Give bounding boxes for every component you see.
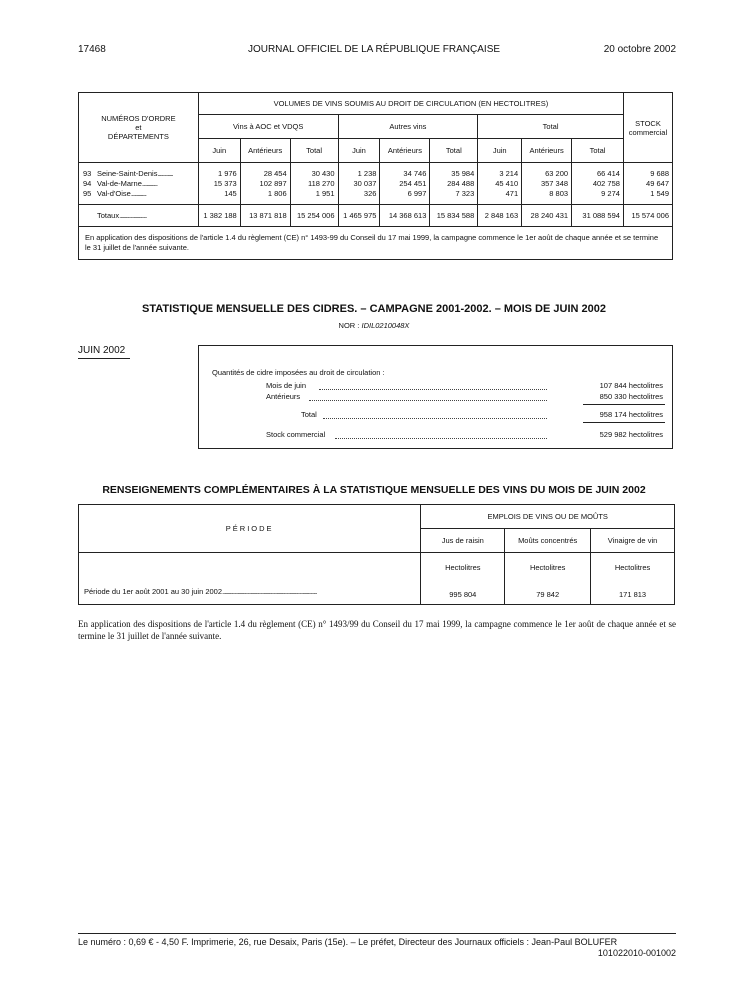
mois-label: Mois de juin xyxy=(266,381,307,390)
mois-value: 107 844 hectolitres xyxy=(599,381,663,390)
cell-value: 34 746 xyxy=(403,168,427,178)
stock-label: Stock commercial xyxy=(266,430,326,439)
cidres-title: STATISTIQUE MENSUELLE DES CIDRES. – CAMPAGNE 2001-2002. – MOIS DE JUIN 2002 xyxy=(142,303,606,315)
dept-row xyxy=(83,179,198,189)
emplois-header: EMPLOIS DE VINS OU DE MOÛTS xyxy=(421,505,675,529)
total-value: 28 240 431 xyxy=(522,205,572,227)
footer-line-1: Le numéro : 0,69 € - 4,50 F. Imprimerie, 26, rue Desaix, Paris (15e). – Le préfet, Directeur des Journaux officiels : Jean-Paul BOLUFER xyxy=(78,937,618,947)
dept-number: 93 xyxy=(83,168,92,178)
footer-line-2: 101022010-001002 xyxy=(597,948,676,958)
wine-volumes-table xyxy=(78,92,673,260)
total-value: 1 465 975 xyxy=(338,205,380,227)
cell-value: 66 414 xyxy=(597,168,620,178)
leader-dots xyxy=(309,400,547,401)
total-value: 13 871 818 xyxy=(240,205,290,227)
dept-name: Val-d'Oise xyxy=(97,188,131,198)
sum-rule xyxy=(583,422,665,423)
emplois-column-header: Vinaigre de vin xyxy=(591,529,675,553)
value-column xyxy=(198,163,240,205)
nor-reference: NOR : IDIL0210048X xyxy=(338,321,410,330)
total-value: 15 574 006 xyxy=(623,205,672,227)
group-header: Total xyxy=(478,115,624,139)
cell-value: 63 200 xyxy=(545,168,569,178)
cell-value: 3 214 xyxy=(499,168,519,178)
cell-value: 35 984 xyxy=(451,168,475,178)
emplois-value-cell xyxy=(421,553,505,605)
subcolumn-header: Antérieurs xyxy=(522,139,572,163)
cell-value: 6 997 xyxy=(407,188,427,198)
footer xyxy=(78,937,676,959)
dept-name: Seine-Saint-Denis xyxy=(97,168,158,178)
emplois-value-cell xyxy=(505,553,591,605)
emplois-column-header: Jus de raisin xyxy=(421,529,505,553)
sum-rule xyxy=(583,404,665,405)
cell-value: 102 897 xyxy=(259,178,287,188)
cell-value: 1 976 xyxy=(217,168,237,178)
unit-label: Hectolitres xyxy=(614,563,651,572)
table-note: En application des dispositions de l'article 1.4 du règlement (CE) n° 1493-99 du Conseil du 17 mai 1999, la campagne commence le 1er août de chaque année et se termine le 31 juillet de l'année suivante. xyxy=(79,227,673,260)
leader-dots: .............. xyxy=(157,168,173,178)
stock-value: 529 982 hectolitres xyxy=(599,430,663,439)
dept-row xyxy=(83,189,198,199)
total-value: 31 088 594 xyxy=(572,205,624,227)
cell-value: 357 348 xyxy=(540,178,569,188)
cell-value: 402 758 xyxy=(592,178,620,188)
cell-value: 1 238 xyxy=(357,168,377,178)
cell-value: 49 647 xyxy=(646,178,669,188)
value-column xyxy=(430,163,478,205)
subcolumn-header: Juin xyxy=(198,139,240,163)
dept-name: Val-de-Marne xyxy=(97,178,142,188)
subcolumn-header: Total xyxy=(290,139,338,163)
total-value: 15 254 006 xyxy=(290,205,338,227)
value-column xyxy=(338,163,380,205)
total-value: 958 174 hectolitres xyxy=(599,410,663,419)
dept-number: 94 xyxy=(83,178,92,188)
value-column xyxy=(623,163,672,205)
cell-value: 471 xyxy=(505,188,519,198)
cell-value: 1 951 xyxy=(315,188,335,198)
subcolumn-header: Total xyxy=(572,139,624,163)
cell-value: 28 454 xyxy=(263,168,287,178)
emplois-value: 171 813 xyxy=(618,590,647,599)
value-column xyxy=(290,163,338,205)
issue-date: 20 octobre 2002 xyxy=(603,44,676,55)
anterieurs-value: 850 330 hectolitres xyxy=(599,392,663,401)
value-column xyxy=(240,163,290,205)
volumes-group-header: VOLUMES DE VINS SOUMIS AU DROIT DE CIRCULATION (EN HECTOLITRES) xyxy=(198,93,623,115)
page-number: 17468 xyxy=(78,44,106,55)
renseignements-table xyxy=(78,504,675,605)
value-column xyxy=(522,163,572,205)
value-column xyxy=(572,163,624,205)
cell-value: 9 688 xyxy=(650,168,669,178)
leader-dots: ......................... xyxy=(119,210,147,220)
footer-rule xyxy=(78,933,676,934)
dept-list xyxy=(79,163,199,205)
dept-number: 95 xyxy=(83,188,92,198)
dept-column-header: NUMÉROS D'ORDRE et DÉPARTEMENTS xyxy=(79,93,199,163)
month-label: JUIN 2002 xyxy=(78,345,130,359)
cell-value: 45 410 xyxy=(495,178,519,188)
leader-dots xyxy=(323,418,547,419)
cell-value: 284 488 xyxy=(447,178,475,188)
leader-dots xyxy=(335,438,547,439)
emplois-value: 995 804 xyxy=(449,590,477,599)
renseignements-title: RENSEIGNEMENTS COMPLÉMENTAIRES À LA STATISTIQUE MENSUELLE DES VINS DU MOIS DE JUIN 2002 xyxy=(102,484,646,496)
unit-label: Hectolitres xyxy=(445,563,481,572)
total-value: 1 382 188 xyxy=(198,205,240,227)
subcolumn-header: Total xyxy=(430,139,478,163)
group-header: Autres vins xyxy=(338,115,478,139)
journal-title: JOURNAL OFFICIEL DE LA RÉPUBLIQUE FRANÇAISE xyxy=(247,44,501,55)
cell-value: 1 549 xyxy=(650,188,669,198)
cell-value: 15 373 xyxy=(213,178,237,188)
cidres-intro: Quantités de cidre imposées au droit de circulation : xyxy=(212,368,385,377)
emplois-value: 79 842 xyxy=(536,590,560,599)
subcolumn-header: Antérieurs xyxy=(240,139,290,163)
dept-row xyxy=(83,169,198,179)
subcolumn-header: Antérieurs xyxy=(380,139,430,163)
cell-value: 1 806 xyxy=(267,188,287,198)
period-row-label: Période du 1er août 2001 au 30 juin 2002....................................................................................... xyxy=(79,553,421,605)
campaign-note: En application des dispositions de l'article 1.4 du règlement (CE) n° 1493/99 du Conseil du 17 mai 1999, la campagne commence le 1er août de chaque année et se termine le 31 juillet de l'année suivante. xyxy=(78,619,676,641)
total-value: 15 834 588 xyxy=(430,205,478,227)
total-label: Total xyxy=(301,410,317,419)
stock-column-header: STOCK commercial xyxy=(623,93,672,163)
leader-dots: .............. xyxy=(130,188,146,198)
cell-value: 30 037 xyxy=(353,178,377,188)
total-value: 14 368 613 xyxy=(380,205,430,227)
subcolumn-header: Juin xyxy=(338,139,380,163)
leader-dots xyxy=(319,389,547,390)
value-column xyxy=(478,163,522,205)
anterieurs-label: Antérieurs xyxy=(266,392,301,401)
emplois-column-header: Moûts concentrés xyxy=(505,529,591,553)
cell-value: 118 270 xyxy=(307,178,335,188)
cell-value: 254 451 xyxy=(399,178,427,188)
unit-label: Hectolitres xyxy=(529,563,566,572)
cell-value: 30 430 xyxy=(311,168,335,178)
cell-value: 7 323 xyxy=(455,188,475,198)
group-header: Vins à AOC et VDQS xyxy=(198,115,338,139)
totals-label xyxy=(79,205,199,227)
cell-value: 8 803 xyxy=(549,188,569,198)
subcolumn-header: Juin xyxy=(478,139,522,163)
cell-value: 9 274 xyxy=(601,188,620,198)
cell-value: 326 xyxy=(363,188,377,198)
cidres-box xyxy=(198,345,673,449)
value-column xyxy=(380,163,430,205)
cell-value: 145 xyxy=(224,188,237,198)
leader-dots: .............. xyxy=(141,178,158,188)
totals-text: Totaux xyxy=(97,210,120,220)
emplois-value-cell xyxy=(591,553,675,605)
periode-header: PÉRIODE xyxy=(79,505,421,553)
total-value: 2 848 163 xyxy=(478,205,522,227)
